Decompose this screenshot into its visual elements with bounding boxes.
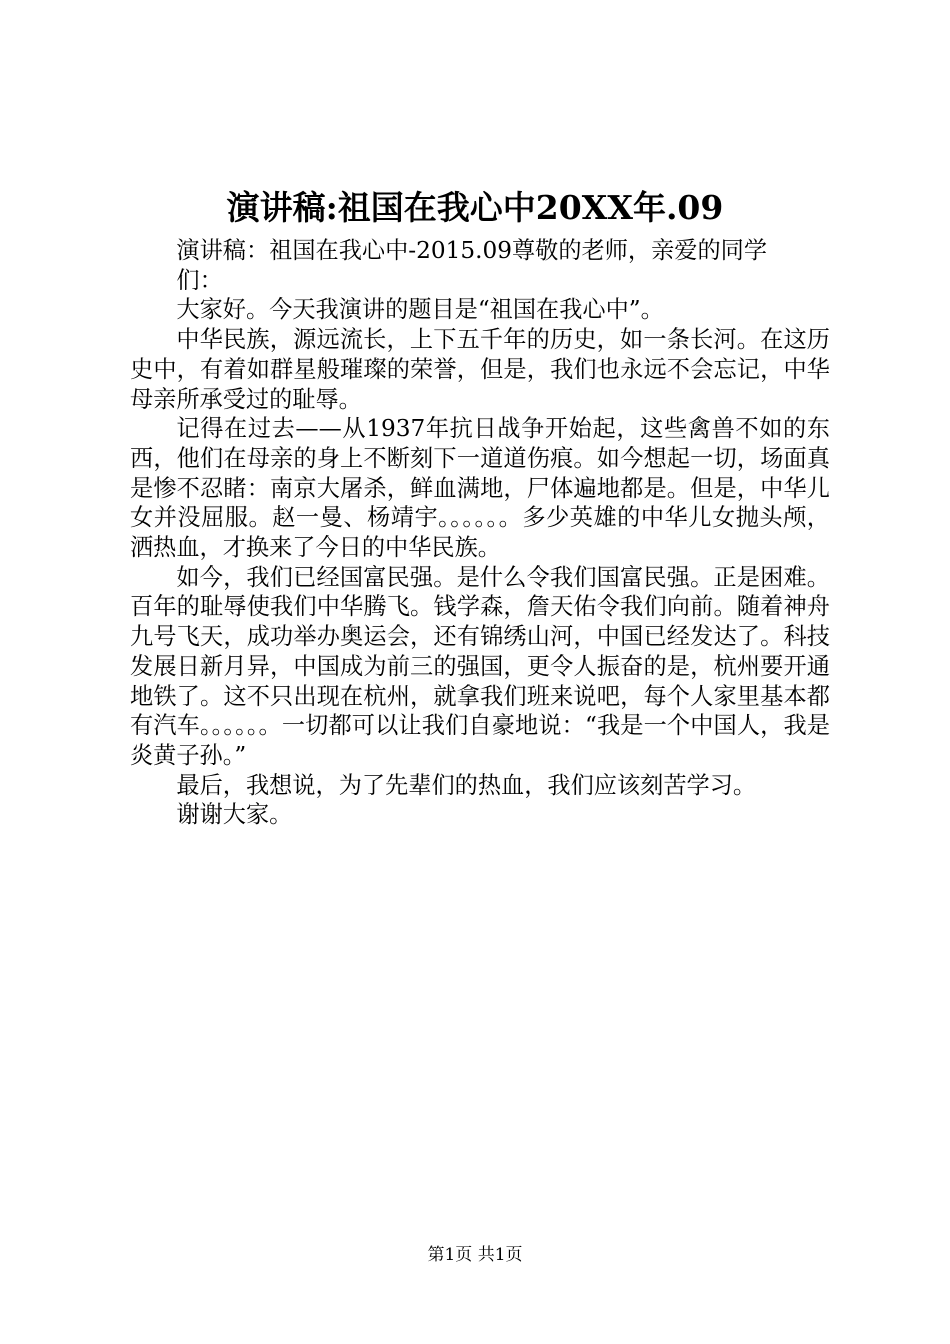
paragraph-closing: 最后，我想说，为了先辈们的热血，我们应该刻苦学习。	[176, 771, 757, 799]
document-title: 演讲稿:祖国在我心中20XX年.09	[226, 188, 724, 227]
paragraph-intro: 演讲稿：祖国在我心中-2015.09尊敬的老师，亲爱的同学们：	[176, 237, 768, 294]
paragraph-present: 如今，我们已经国富民强。是什么令我们国富民强。正是困难。百年的耻辱使我们中华腾飞。钱学森，詹天佑令我们向前。随着神舟九号飞天，成功举办奥运会，还有锦绣山河，中国已经发达了。科技发展日新月异，中国成为前三的强国，更令人振奋的是，杭州要开通地铁了。这不只出现在杭州，就拿我们班来说吧，每个人家里基本都有汽车。。。。。。一切都可以让我们自豪地说：“我是一个中国人，我是炎黄子孙。”	[130, 563, 830, 769]
paragraph-greeting: 大家好。今天我演讲的题目是“祖国在我心中”。	[176, 296, 664, 324]
document-body	[130, 236, 830, 830]
paragraph-memory: 记得在过去——从1937年抗日战争开始起，这些禽兽不如的东西，他们在母亲的身上不断刻下一道道伤痕。如今想起一切，场面真是惨不忍睹：南京大屠杀，鲜血满地，尸体遍地都是。但是，中华儿女并没屈服。赵一曼、杨靖宇。。。。。。多少英雄的中华儿女抛头颅，洒热血，才换来了今日的中华民族。	[130, 415, 830, 562]
page-footer: 第1页 共1页	[427, 1245, 523, 1265]
paragraph-thanks: 谢谢大家。	[176, 801, 293, 829]
paragraph-history: 中华民族，源远流长，上下五千年的历史，如一条长河。在这历史中，有着如群星般璀璨的荣誉，但是，我们也永远不会忘记，中华母亲所承受过的耻辱。	[130, 326, 830, 413]
